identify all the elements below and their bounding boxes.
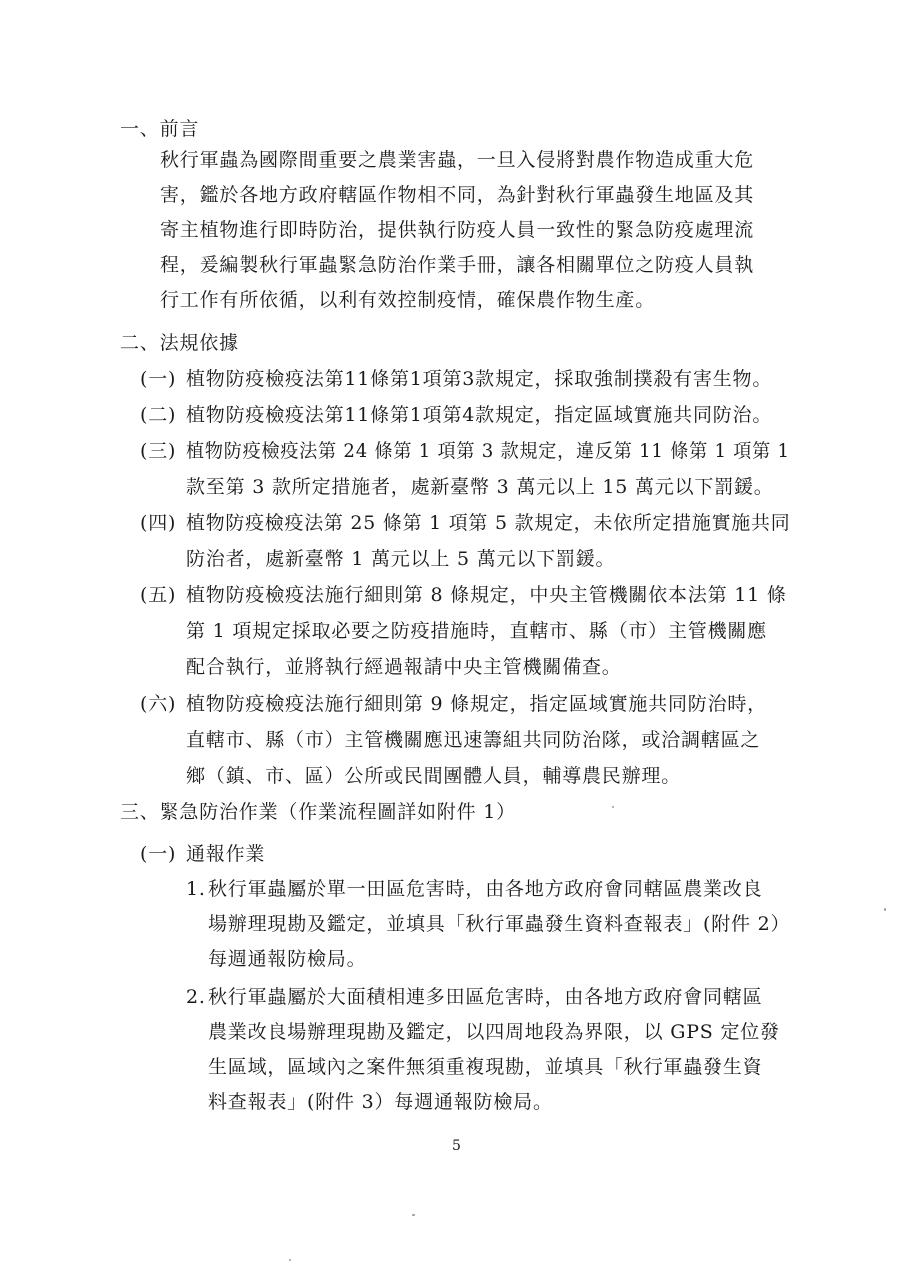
law-item-line: 植物防疫檢疫法第 25 條第 1 項第 5 款規定，未依所定措施實施共同 <box>186 512 791 534</box>
law-item-line: 植物防疫檢疫法第11條第1項第4款規定，指定區域實施共同防治。 <box>186 404 773 426</box>
item-label: (五) <box>140 584 177 606</box>
item-label: (四) <box>140 512 177 534</box>
scan-speck <box>612 806 614 808</box>
item-label: 1. <box>186 878 206 900</box>
section-3-heading: 三、緊急防治作業（作業流程圖詳如附件 1） <box>120 801 516 823</box>
law-item-line: 防治者，處新臺幣 1 萬元以上 5 萬元以下罰鍰。 <box>186 548 616 570</box>
subsection-title: 通報作業 <box>186 843 266 865</box>
law-item-line: 植物防疫檢疫法施行細則第 9 條規定，指定區域實施共同防治時， <box>186 693 767 715</box>
law-item-line: 植物防疫檢疫法第 24 條第 1 項第 3 款規定，違反第 11 條第 1 項第 1 <box>186 440 790 462</box>
item-label: (三) <box>140 440 177 462</box>
law-item-line: 直轄市、縣（市）主管機關應迅速籌組共同防治隊，或洽調轄區之 <box>186 729 761 751</box>
report-item-line: 每週通報防檢局。 <box>208 948 367 970</box>
law-item-line: 款至第 3 款所定措施者，處新臺幣 3 萬元以上 15 萬元以下罰鍰。 <box>186 476 774 498</box>
item-label: (二) <box>140 404 177 426</box>
report-item-line: 秋行軍蟲屬於大面積相連多田區危害時，由各地方政府會同轄區 <box>208 986 763 1008</box>
report-item-line: 生區域，區域內之案件無須重複現勘，並填具「秋行軍蟲發生資 <box>208 1056 763 1078</box>
section-1-line: 行工作有所依循，以利有效控制疫情，確保農作物生產。 <box>160 289 656 311</box>
section-1-line: 害，鑑於各地方政府轄區作物相不同，為針對秋行軍蟲發生地區及其 <box>160 184 755 206</box>
law-item-line: 第 1 項規定採取必要之防疫措施時，直轄市、縣（市）主管機關應 <box>186 620 767 642</box>
law-item-line: 植物防疫檢疫法第11條第1項第3款規定，採取強制撲殺有害生物。 <box>186 368 773 390</box>
law-item-line: 植物防疫檢疫法施行細則第 8 條規定，中央主管機關依本法第 11 條 <box>186 584 787 606</box>
item-label: (一) <box>140 368 177 390</box>
item-label: (一) <box>140 843 177 865</box>
report-item-line: 秋行軍蟲屬於單一田區危害時，由各地方政府會同轄區農業改良 <box>208 878 763 900</box>
section-1-heading: 一、前言 <box>120 118 200 140</box>
section-1-line: 寄主植物進行即時防治，提供執行防疫人員一致性的緊急防疫處理流 <box>160 219 755 241</box>
report-item-line: 料查報表」(附件 3）每週通報防檢局。 <box>208 1091 553 1113</box>
law-item-line: 配合執行，並將執行經過報請中央主管機關備查。 <box>186 656 622 678</box>
scan-speck <box>884 908 886 911</box>
section-2-heading: 二、法規依據 <box>120 332 239 354</box>
section-1-line: 秋行軍蟲為國際間重要之農業害蟲，一旦入侵將對農作物造成重大危 <box>160 149 755 171</box>
report-item-line: 場辦理現勘及鑑定，並填具「秋行軍蟲發生資料查報表」(附件 2） <box>208 913 791 935</box>
report-item-line: 農業改良場辦理現勘及鑑定，以四周地段為界限，以 GPS 定位發 <box>208 1021 780 1043</box>
scan-speck <box>289 1259 291 1261</box>
page-number: 5 <box>452 1138 461 1154</box>
section-1-line: 程，爰編製秋行軍蟲緊急防治作業手冊，讓各相關單位之防疫人員執 <box>160 254 755 276</box>
law-item-line: 鄉（鎮、市、區）公所或民間團體人員，輔導農民辦理。 <box>186 765 682 787</box>
scan-speck <box>412 1214 415 1216</box>
item-label: (六) <box>140 693 177 715</box>
item-label: 2. <box>186 986 206 1008</box>
